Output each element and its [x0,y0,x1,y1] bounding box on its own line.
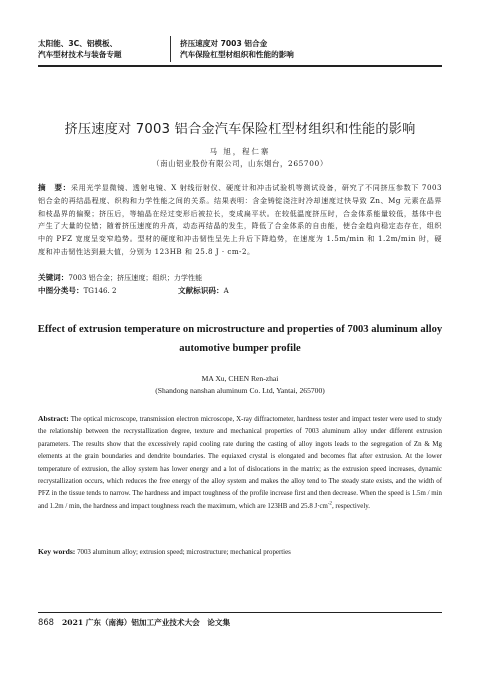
doc-value: A [223,286,229,295]
abstract-en-superscript: -2 [327,501,332,507]
keywords-cn-label: 关键词： [38,273,69,282]
keywords-en-text: 7003 aluminum alloy; extrusion speed; microstructure; mechanical properties [77,549,291,556]
keywords-cn-text: 7003 铝合金；挤压速度；组织；力学性能 [68,273,203,282]
abstract-cn-label: 摘 要： [38,183,71,192]
page-footer [38,617,230,628]
abstract-en-label: Abstract: [38,414,69,423]
page-number: 868 [38,617,54,627]
running-header-left [38,38,178,60]
conference-name: 2021 广东（南海）铝加工产业技术大会 论文集 [62,618,231,627]
authors-cn: 马 旭，程仁寨 [209,147,271,156]
running-header-right [180,38,294,60]
running-header-right-line1: 挤压速度对 7003 铝合金 [180,39,268,48]
paper-title-cn: 挤压速度对 7003 铝合金汽车保险杠型材组织和性能的影响 [64,122,416,137]
clc-value: TG146. 2 [83,286,117,295]
abstract-en [38,413,442,513]
running-header-left-line2: 汽车型材技术与装备专题 [38,50,122,59]
abstract-en-tail: , respectively. [331,502,370,510]
running-header-right-line2: 汽车保险杠型材组织和性能的影响 [180,50,294,59]
doc-code [178,285,229,297]
clc-label: 中图分类号： [38,286,84,295]
classification-line [38,285,442,297]
paper-title-en: Effect of extrusion temperature on microstructure and properties of 7003 aluminum alloy automotive bumper profile [37,324,443,354]
doc-label: 文献标识码： [178,286,224,295]
running-header-left-line1: 太阳能、3C、铝模板、 [38,39,118,48]
affiliation-en: (Shandong nanshan aluminum Co. Ltd, Yantai, 265700) [155,386,325,395]
abstract-en-text: The optical microscope, transmission electron microscope, X-ray diffractometer, hardness tester and impact tester were used to study the relationship between the recrystallization degree, texture and mechanical properties of 7003 aluminum alloy under different extrusion parameters. The results show that the excessively rapid cooling rate during the casting of alloy ingots leads to the segregation of Zn & Mg elements at the grain boundaries and dendrite boundaries. The equiaxed crystal is elongated and becomes flat after extrusion. At the lower temperature of extrusion, the alloy system has lower energy and a lot of dislocations in the matrix; as the extrusion speed increases, dynamic recrystallization occurs, which reduces the free energy of the alloy system and makes the alloy tend to The steady state exists, and the width of PFZ in the tissue tends to narrow. The hardness and impact toughness of the profile increase first and then decrease. When the speed is 1.5m / min and 1.2m / min, the hardness and impact toughness reach the maximum, which are 123HB and 25.8 J·cm [38,416,442,510]
affiliation-cn: （南山铝业股份有限公司，山东烟台，265700） [152,159,328,168]
authors-en: MA Xu, CHEN Ren-zhai [201,374,279,383]
header-rule [38,65,442,67]
abstract-cn-text: 采用光学显微镜、透射电镜、X 射线衍射仪、硬度计和冲击试验机等测试设备，研究了不同挤压参数下 7003 铝合金的再结晶程度、织构和力学性能之间的关系。结果表明：含金铸锭浇注时冷却速度过快导致 Zn、Mg 元素在晶界和枝晶界的偏聚；挤压后，等轴晶在经过变形后被拉长，变成扁平状。在较低温度挤压时，合金体系能量较低，基体中也产生了大量的位错；随着挤压速度的升高，动态再结晶的发生，降低了合金体系的自由能，使合金趋向稳定态存在，组织中的 PFZ 宽度呈变窄趋势。型材的硬度和冲击韧性呈先上升后下降趋势，在速度为 1.5m/min 和 1.2m/min 时，硬度和冲击韧性达到最大值，分别为 123HB 和 25.8 J · cm-2。 [38,183,442,256]
footer-rule [38,612,442,613]
keywords-cn [38,272,442,284]
abstract-cn [38,182,442,259]
keywords-en [38,546,442,559]
keywords-en-label: Key words: [38,547,76,556]
header-separator [170,36,171,62]
